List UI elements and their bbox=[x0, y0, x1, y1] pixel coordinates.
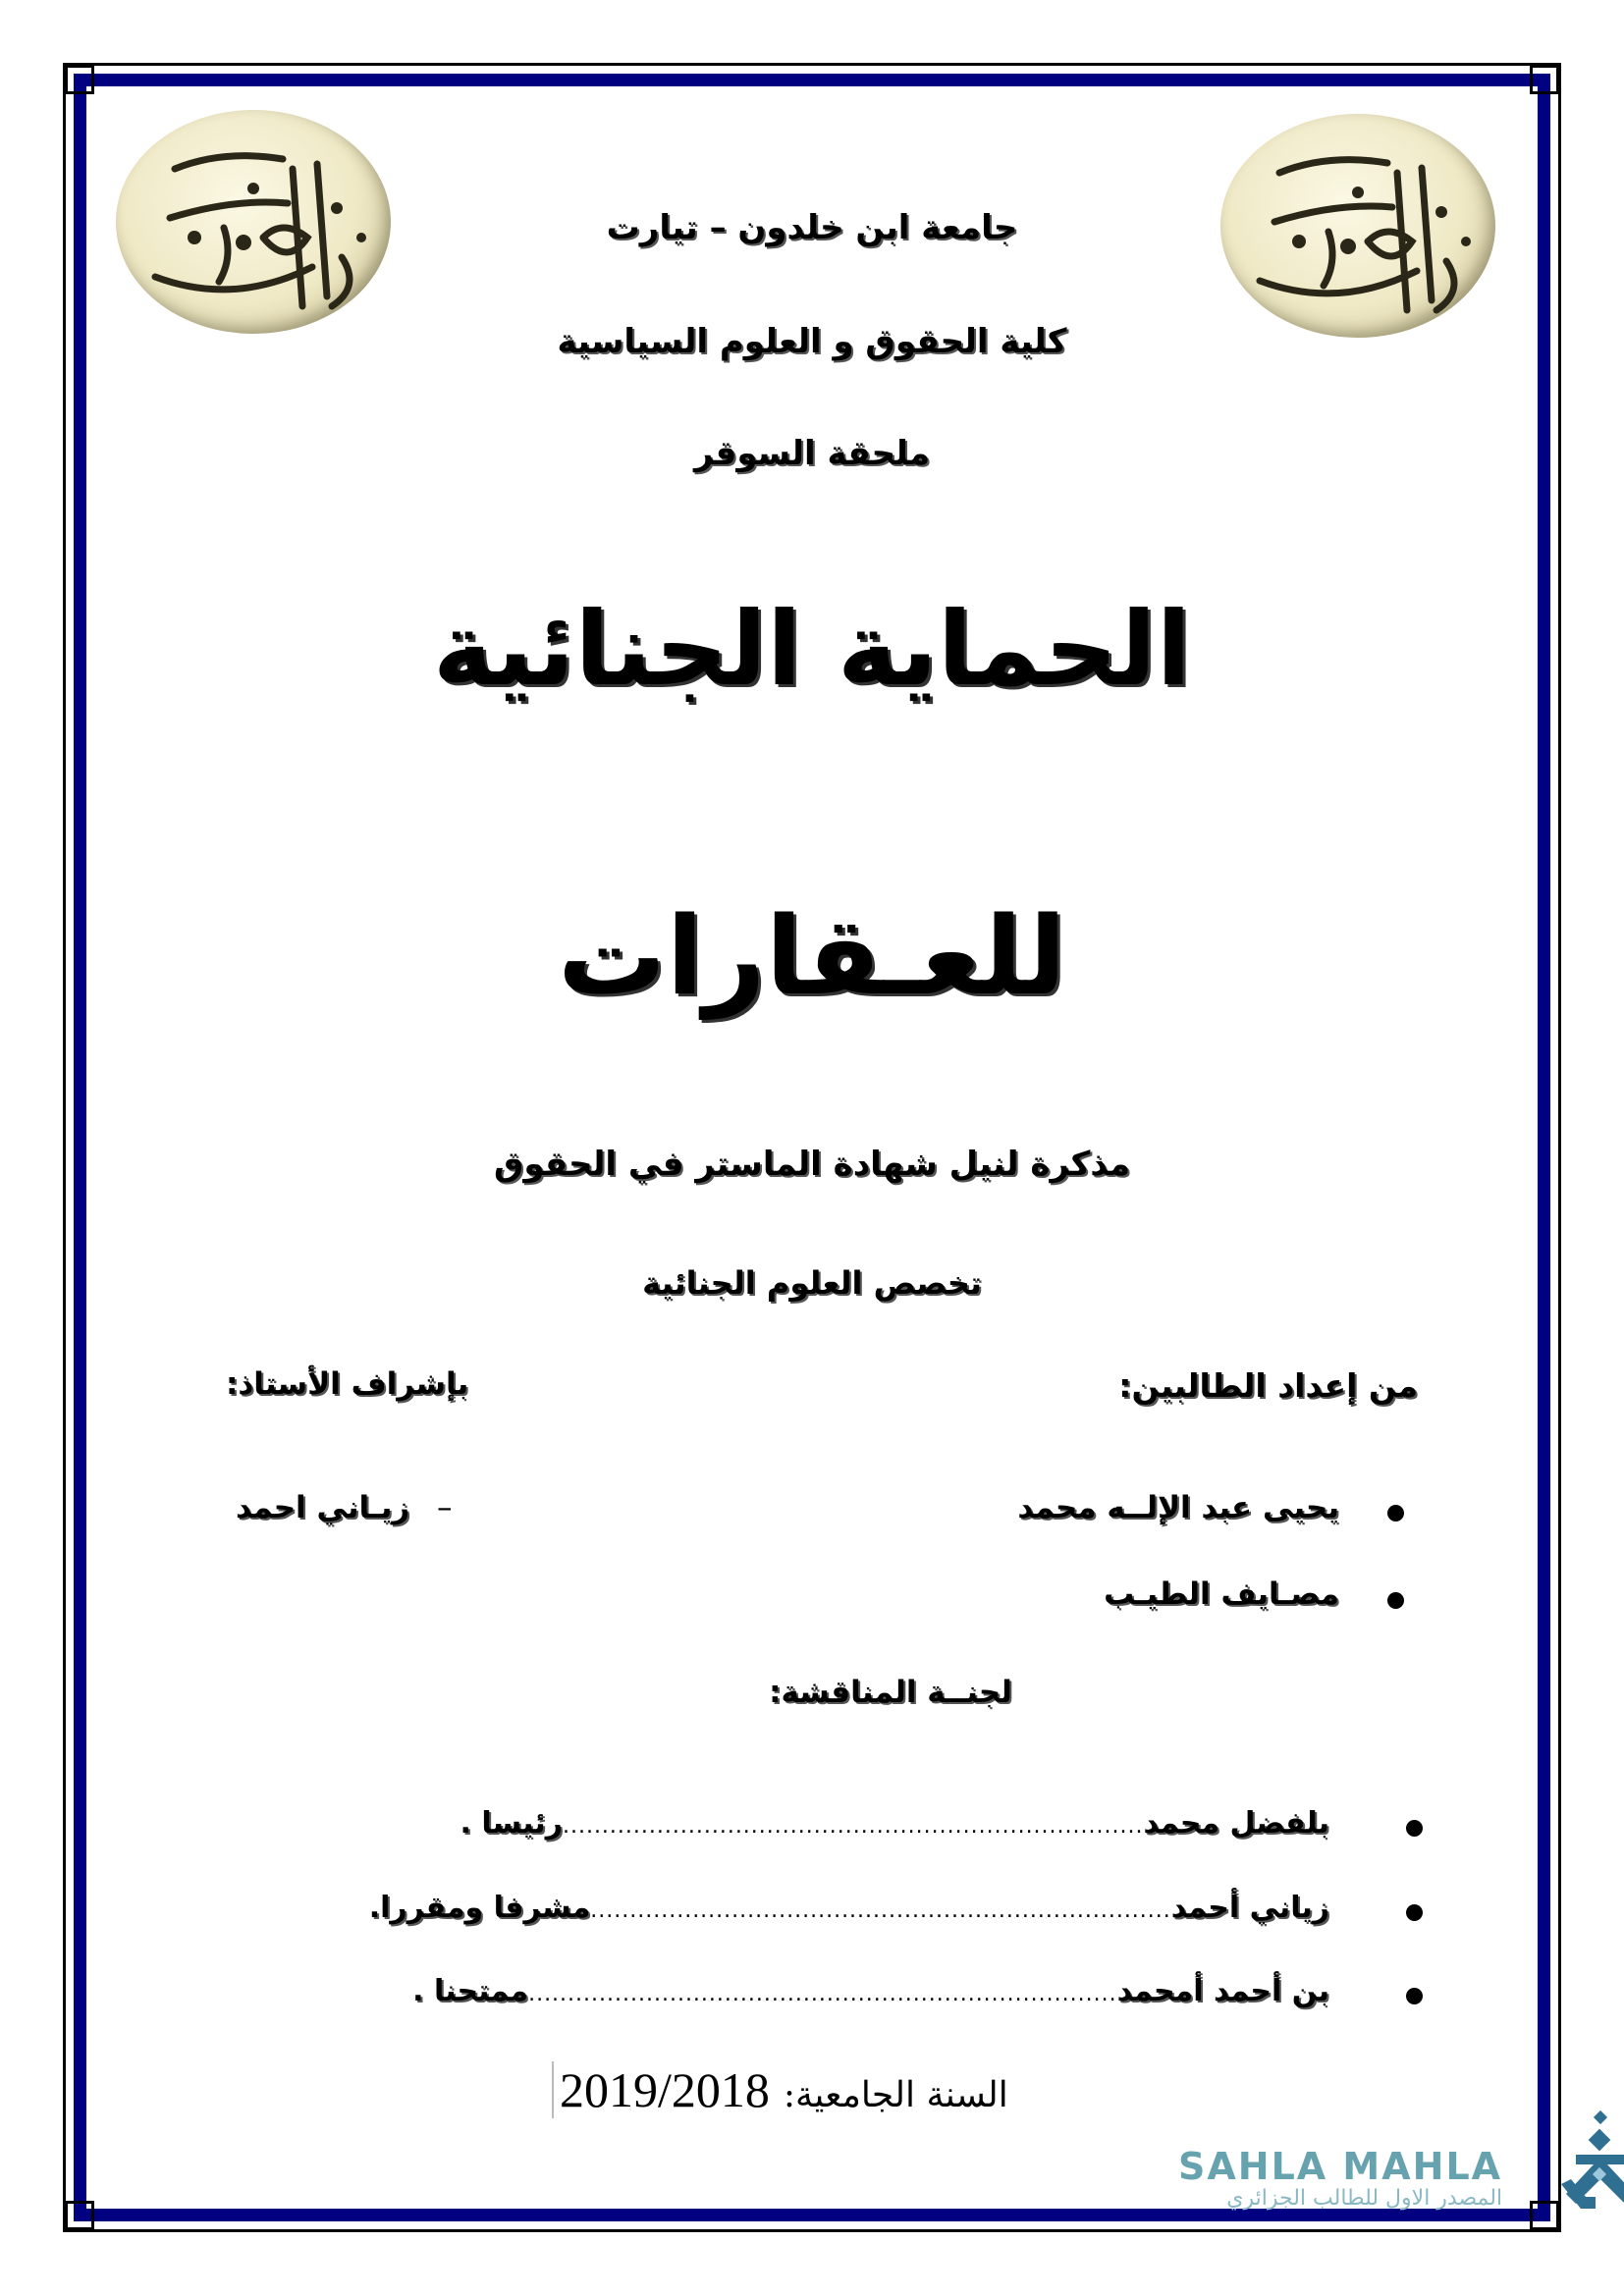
supervisor-dash: – bbox=[437, 1490, 453, 1525]
academic-year bbox=[552, 2061, 1008, 2118]
bullet-icon bbox=[1406, 1988, 1423, 2004]
frame-corner-bottom-left bbox=[65, 2201, 94, 2230]
frame-corner-top-left bbox=[65, 65, 94, 94]
sahla-mahla-logo-icon bbox=[1556, 2110, 1624, 2218]
committee-member-role: مشرفا ومقررا. bbox=[368, 1891, 591, 1925]
student-name: مصـايف الطيـب bbox=[1104, 1576, 1339, 1612]
thesis-title-line-1: الحماية الجنائية bbox=[432, 589, 1192, 709]
committee-member-row bbox=[412, 1974, 1329, 2008]
bullet-icon bbox=[1387, 1592, 1404, 1609]
annex-name: ملحقة السوقر bbox=[693, 434, 931, 473]
committee-member-role: رئيسا . bbox=[460, 1806, 563, 1841]
bullet-icon bbox=[1387, 1505, 1404, 1522]
watermark-subtitle: المصدر الاول للطالب الجزائري bbox=[1226, 2186, 1503, 2211]
supervisor-label: بإشراف الأستاذ: bbox=[226, 1366, 469, 1402]
bullet-icon bbox=[1406, 1820, 1423, 1837]
watermark bbox=[1178, 2145, 1502, 2211]
bullet-icon bbox=[1406, 1904, 1423, 1921]
committee-member-name: بلفضل محمد bbox=[1143, 1806, 1329, 1841]
committee-member-name: بن أحمد أمحمد bbox=[1116, 1974, 1329, 2008]
committee-label: لجنــة المناقشة: bbox=[769, 1675, 1012, 1710]
watermark-title: SAHLA MAHLA bbox=[1178, 2145, 1503, 2188]
university-name: جامعة ابن خلدون – تيارت bbox=[606, 208, 1018, 247]
frame-corner-top-right bbox=[1530, 65, 1559, 94]
committee-member-row bbox=[460, 1806, 1329, 1841]
leader-dots: .......................................................................... bbox=[590, 1898, 1171, 1923]
leader-dots: .......................................................................... bbox=[562, 1814, 1144, 1839]
committee-member-role: ممتحنا . bbox=[412, 1974, 529, 2008]
committee-member-row bbox=[369, 1891, 1329, 1925]
student-name: يحيى عبد الإلــه محمد bbox=[1017, 1490, 1339, 1525]
degree-statement: مذكرة لنيل شهادة الماستر في الحقوق bbox=[493, 1145, 1131, 1184]
frame-corner-bottom-right bbox=[1530, 2201, 1559, 2230]
students-label: من إعداد الطالبين: bbox=[1118, 1366, 1418, 1405]
academic-year-value: 2019/2018 bbox=[560, 2062, 770, 2117]
leader-dots: ........................................................................... bbox=[528, 1982, 1117, 2006]
committee-member-name: زياني أحمد bbox=[1170, 1891, 1329, 1925]
thesis-title-line-2: للعـقارات bbox=[558, 893, 1066, 1019]
faculty-name: كلية الحقوق و العلوم السياسية bbox=[557, 322, 1067, 361]
specialization: تخصص العلوم الجنائية bbox=[642, 1264, 982, 1302]
academic-year-label: السنة الجامعية: bbox=[783, 2075, 1008, 2115]
supervisor-name: زيـاني احمد bbox=[236, 1490, 410, 1525]
